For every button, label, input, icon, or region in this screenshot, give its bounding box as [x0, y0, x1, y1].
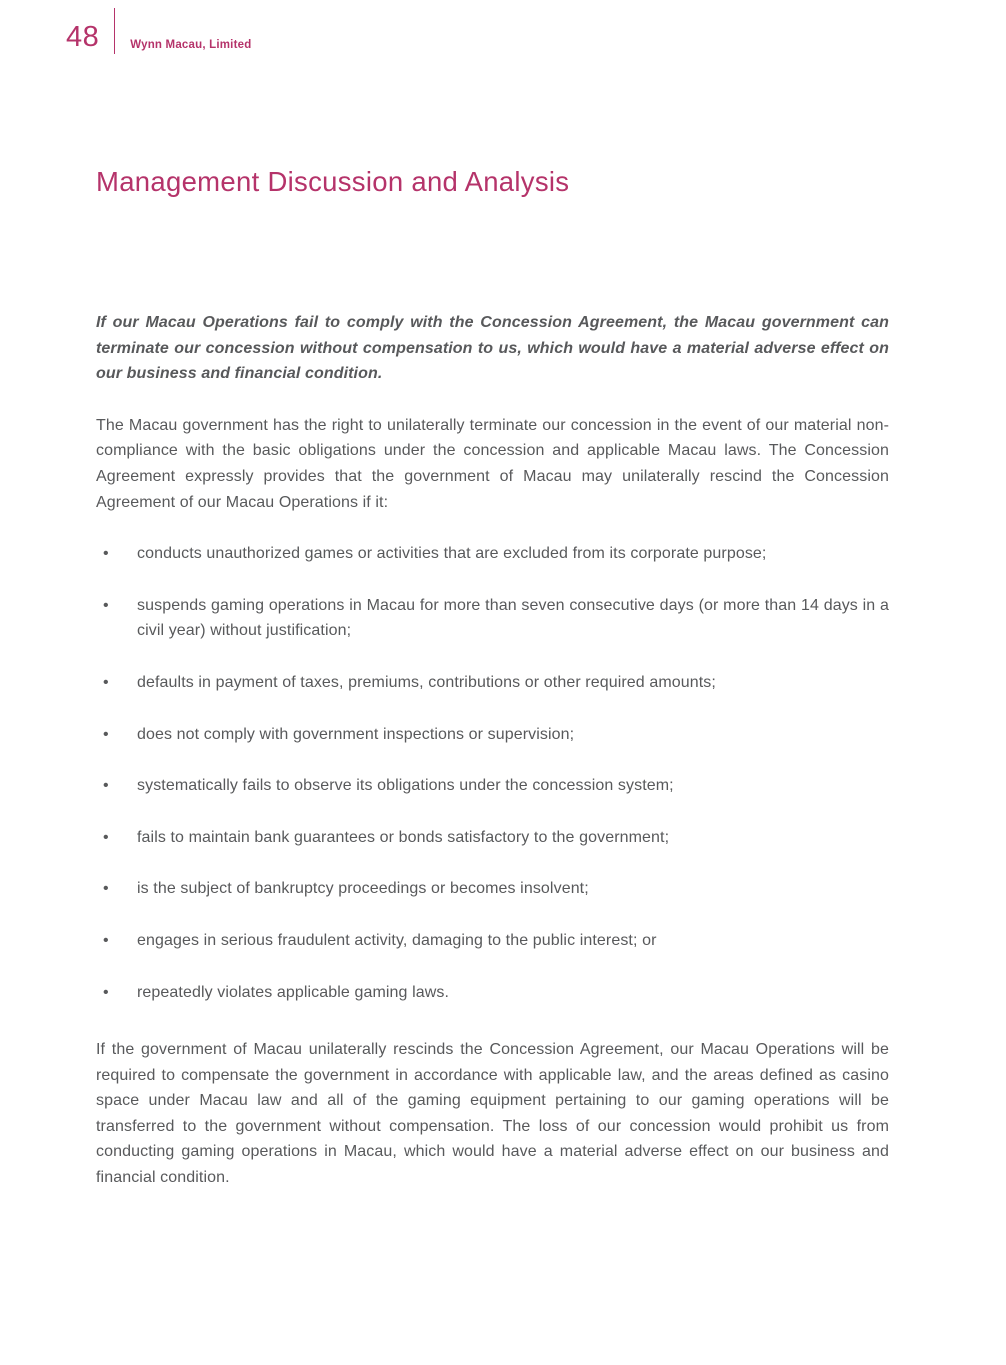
bullet-item: • defaults in payment of taxes, premiums, contributions or other required amounts; — [96, 670, 889, 696]
bullet-item: • suspends gaming operations in Macau for more than seven consecutive days (or more than 14 days in a civil year) without justification; — [96, 593, 889, 644]
bullet-item: • systematically fails to observe its obligations under the concession system; — [96, 773, 889, 799]
page-content — [96, 166, 889, 1191]
bullet-item: • conducts unauthorized games or activities that are excluded from its corporate purpose; — [96, 541, 889, 567]
closing-paragraph: If the government of Macau unilaterally rescinds the Concession Agreement, our Macau Operations will be required to compensate the government in accordance with applicable law, and the areas defined as casino space under Macau law and all of the gaming equipment pertaining to our gaming operations will be transferred to the government without compensation. The loss of our concession would prohibit us from conducting gaming operations in Macau, which would have a material adverse effect on our business and financial condition. — [96, 1041, 889, 1187]
bullet-item: • does not comply with government inspections or supervision; — [96, 722, 889, 748]
company-name: Wynn Macau, Limited — [130, 39, 252, 51]
bullet-list — [96, 541, 889, 1005]
bullet-item: • engages in serious fraudulent activity, damaging to the public interest; or — [96, 928, 889, 954]
lead-paragraph: If our Macau Operations fail to comply with the Concession Agreement, the Macau government can terminate our concession without compensation to us, which would have a material adverse effect on our business and financial condition. — [96, 314, 889, 383]
section-title: Management Discussion and Analysis — [96, 166, 570, 197]
bullet-item: • repeatedly violates applicable gaming laws. — [96, 980, 889, 1006]
page-number: 48 — [66, 21, 100, 54]
page-header — [66, 8, 251, 54]
header-divider — [114, 8, 115, 54]
bullet-item: • fails to maintain bank guarantees or bonds satisfactory to the government; — [96, 825, 889, 851]
intro-paragraph: The Macau government has the right to unilaterally terminate our concession in the event of our material non-compliance with the basic obligations under the concession and applicable Macau laws. The Concession Agreement expressly provides that the government of Macau may unilaterally rescind the Concession Agreement of our Macau Operations if it: — [96, 416, 889, 511]
bullet-item: • is the subject of bankruptcy proceedings or becomes insolvent; — [96, 876, 889, 902]
